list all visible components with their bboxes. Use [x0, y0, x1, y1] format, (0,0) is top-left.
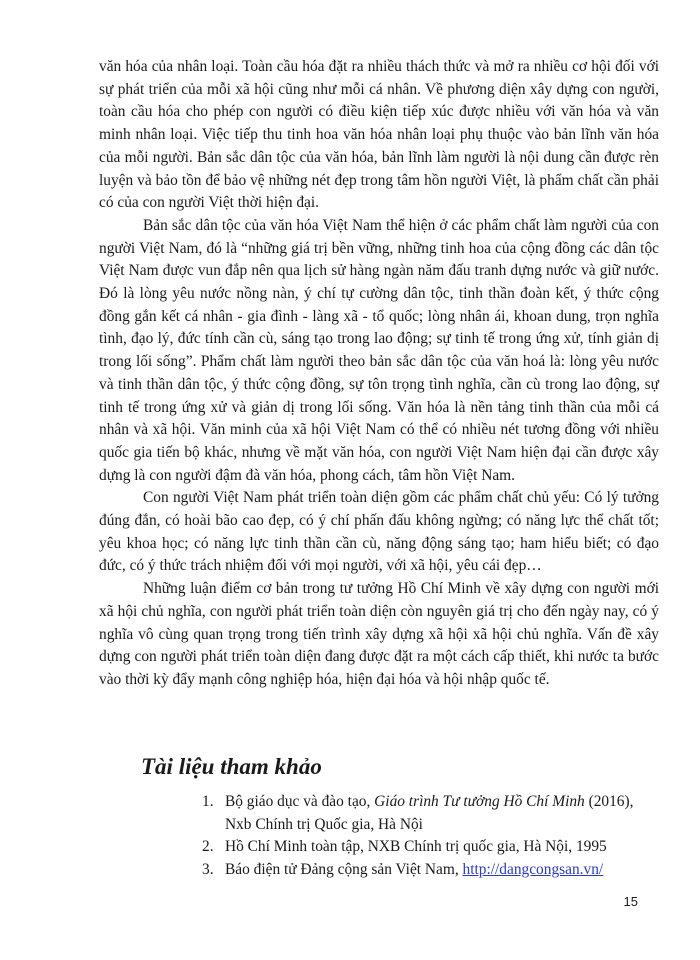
- reference-number: 1.: [202, 793, 214, 810]
- reference-author: Bộ giáo dục và đào tạo,: [225, 793, 375, 810]
- references-list: [202, 791, 642, 882]
- reference-text: Hồ Chí Minh toàn tập, NXB Chính trị quốc gia, Hà Nội, 1995: [225, 838, 607, 856]
- reference-item: [202, 836, 642, 859]
- reference-details: (2016), Nxb Chính trị Quốc gia, Hà Nội: [225, 793, 634, 833]
- reference-item: [202, 859, 642, 882]
- body-paragraph: Bản sắc dân tộc của văn hóa Việt Nam thể hiện ở các phẩm chất làm người của con người Việt Nam, đó là “những giá trị bền vững, những tinh hoa của cộng đồng các dân tộc Việt Nam được vun đắp nên qua lịch sử hàng ngàn năm đấu tranh dựng nước và giữ nước. Đó là lòng yêu nước nồng nàn, ý chí tự cường dân tộc, tinh thần đoàn kết, ý thức cộng đồng gắn kết cá nhân - gia đình - làng xã - tổ quốc; lòng nhân ái, khoan dung, trọn nghĩa tình, đạo lý, đức tính cần cù, sáng tạo trong lao động; sự tinh tế trong ứng xử, tính giản dị trong lối sống”. Phẩm chất làm người theo bản sắc dân tộc của văn hoá là: lòng yêu nước và tinh thần dân tộc, ý thức cộng đồng, sự tôn trọng tình nghĩa, cần cù trong lao động, sự tinh tế trong ứng xử và giản dị trong lối sống. Văn hóa là nền tảng tinh thần của mỗi cá nhân và xã hội. Văn minh của xã hội Việt Nam có thể có nhiều nét tương đồng với nhiều quốc gia tiến bộ khác, nhưng về mặt văn hóa, con người Việt Nam hiện đại cần được xây dựng là con người đậm đà văn hóa, phong cách, tâm hồn Việt Nam.: [99, 216, 659, 484]
- references-heading: Tài liệu tham khảo: [141, 754, 322, 779]
- page-number: 15: [623, 894, 638, 909]
- reference-number: 2.: [202, 838, 214, 856]
- body-paragraph: Con người Việt Nam phát triển toàn diện gồm các phẩm chất chủ yếu: Có lý tưởng đúng đắn, có hoài bão cao đẹp, có ý chí phấn đấu không ngừng; có năng lực thể chất tốt; yêu khoa học; có năng lực tinh thần cần cù, năng động sáng tạo; ham hiểu biết; có đạo đức, có ý thức trách nhiệm đối với mọi người, với xã hội, yêu cái đẹp…: [99, 489, 659, 575]
- reference-item: [202, 791, 642, 836]
- reference-link[interactable]: http://dangcongsan.vn/: [462, 861, 604, 879]
- body-text: [99, 56, 659, 692]
- body-paragraph: văn hóa của nhân loại. Toàn cầu hóa đặt ra nhiều thách thức và mở ra nhiều cơ hội đối với sự phát triển của mỗi xã hội cũng như mỗi cá nhân. Về phương diện xây dựng con người, toàn cầu hóa cho phép con người có điều kiện tiếp xúc được nhiều với văn hóa và văn minh nhân loại. Việc tiếp thu tinh hoa văn hóa nhân loại phụ thuộc vào bản lĩnh văn hóa của mỗi người. Bản sắc dân tộc của văn hóa, bản lĩnh làm người là nội dung cần được rèn luyện và bảo tồn để bảo vệ những nét đẹp trong tâm hồn người Việt, là phẩm chất cần phải có của con người Việt thời hiện đại.: [99, 58, 659, 212]
- reference-text: Báo điện tử Đảng cộng sản Việt Nam,: [225, 861, 463, 879]
- reference-number: 3.: [202, 861, 214, 879]
- body-paragraph: Những luận điểm cơ bản trong tư tưởng Hồ Chí Minh về xây dựng con người mới xã hội chủ nghĩa, con người phát triển toàn diện còn nguyên giá trị cho đến ngày nay, có ý nghĩa vô cùng quan trọng trong tiến trình xây dựng xã hội xã hội chủ nghĩa. Vấn đề xây dựng con người phát triển toàn diện đang được đặt ra một cách cấp thiết, khi nước ta bước vào thời kỳ đẩy mạnh công nghiệp hóa, hiện đại hóa và hội nhập quốc tế.: [99, 580, 659, 688]
- reference-title: Giáo trình Tư tưởng Hồ Chí Minh: [374, 793, 585, 810]
